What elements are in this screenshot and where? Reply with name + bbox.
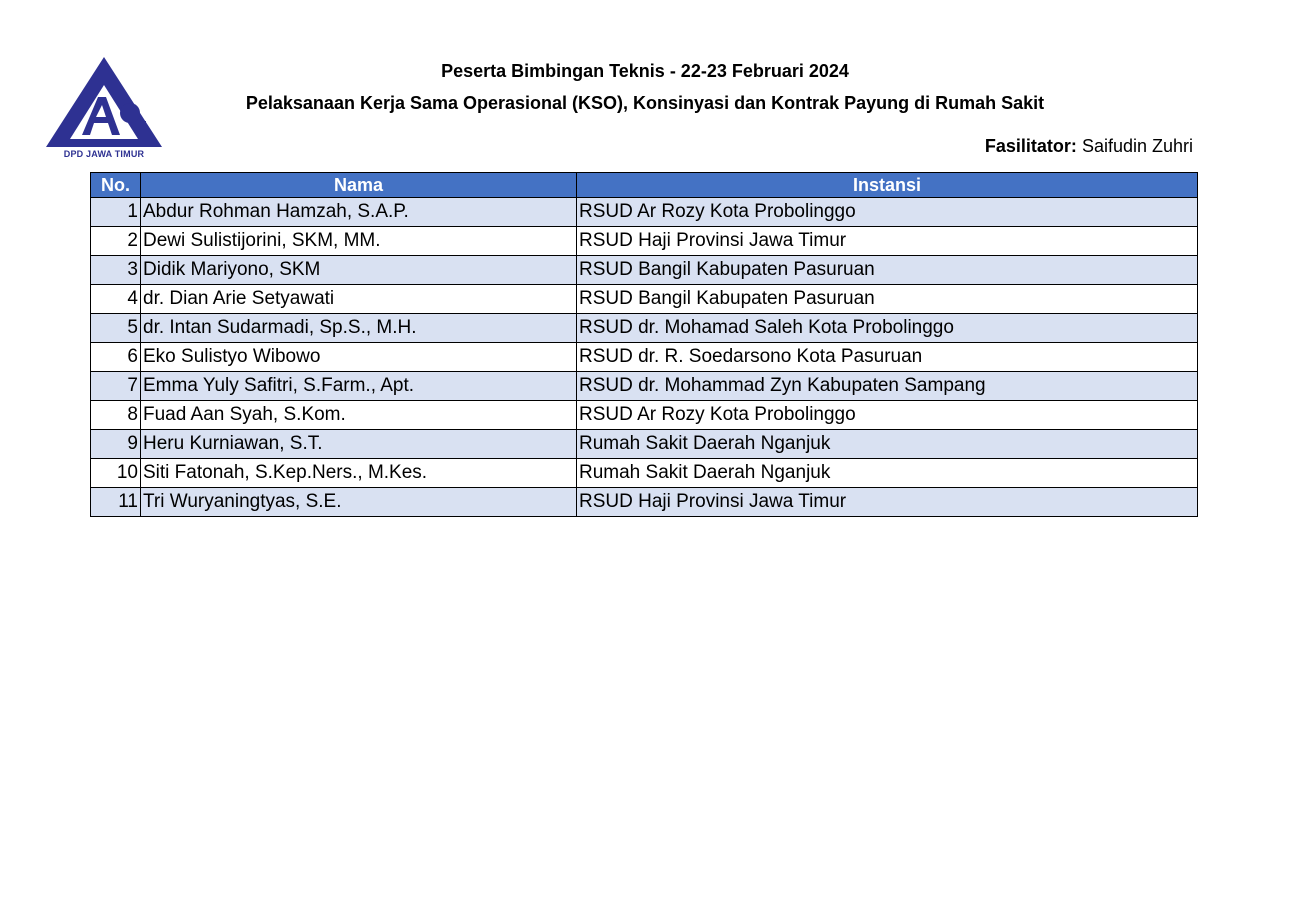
cell-instansi: Rumah Sakit Daerah Nganjuk (577, 430, 1198, 459)
logo-caption: DPD JAWA TIMUR (63, 149, 145, 159)
table-row (91, 227, 1198, 256)
cell-no: 2 (91, 227, 141, 256)
cell-instansi: RSUD Haji Provinsi Jawa Timur (577, 488, 1198, 517)
cell-nama: Abdur Rohman Hamzah, S.A.P. (141, 198, 577, 227)
cell-no: 11 (91, 488, 141, 517)
cell-nama: Tri Wuryaningtyas, S.E. (141, 488, 577, 517)
facilitator-line (985, 136, 1193, 157)
facilitator-name: Saifudin Zuhri (1081, 136, 1193, 156)
table-row (91, 401, 1198, 430)
cell-instansi: Rumah Sakit Daerah Nganjuk (577, 459, 1198, 488)
cell-nama: dr. Intan Sudarmadi, Sp.S., M.H. (141, 314, 577, 343)
table-row (91, 198, 1198, 227)
column-header-nama: Nama (141, 173, 577, 198)
cell-no: 8 (91, 401, 141, 430)
cell-nama: Fuad Aan Syah, S.Kom. (141, 401, 577, 430)
cell-instansi: RSUD Ar Rozy Kota Probolinggo (577, 198, 1198, 227)
cell-no: 1 (91, 198, 141, 227)
column-header-no: No. (91, 173, 141, 198)
cell-instansi: RSUD dr. Mohamad Saleh Kota Probolinggo (577, 314, 1198, 343)
cell-nama: Didik Mariyono, SKM (141, 256, 577, 285)
table-row (91, 488, 1198, 517)
table-row (91, 343, 1198, 372)
column-header-instansi: Instansi (577, 173, 1198, 198)
cell-instansi: RSUD Haji Provinsi Jawa Timur (577, 227, 1198, 256)
table-row (91, 256, 1198, 285)
table-row (91, 314, 1198, 343)
cell-instansi: RSUD Bangil Kabupaten Pasuruan (577, 256, 1198, 285)
table-header-row (91, 173, 1198, 198)
cell-instansi: RSUD dr. R. Soedarsono Kota Pasuruan (577, 343, 1198, 372)
document-title: Peserta Bimbingan Teknis - 22-23 Februari 2024 (441, 61, 849, 81)
table-row (91, 285, 1198, 314)
cell-no: 6 (91, 343, 141, 372)
cell-nama: Emma Yuly Safitri, S.Farm., Apt. (141, 372, 577, 401)
document-subtitle: Pelaksanaan Kerja Sama Operasional (KSO), Konsinyasi dan Kontrak Payung di Rumah Sakit (245, 93, 1045, 113)
cell-no: 5 (91, 314, 141, 343)
cell-nama: Eko Sulistyo Wibowo (141, 343, 577, 372)
cell-no: 3 (91, 256, 141, 285)
table-row (91, 459, 1198, 488)
cell-no: 10 (91, 459, 141, 488)
cell-instansi: RSUD Ar Rozy Kota Probolinggo (577, 401, 1198, 430)
cell-no: 7 (91, 372, 141, 401)
cell-nama: Siti Fatonah, S.Kep.Ners., M.Kes. (141, 459, 577, 488)
cell-nama: dr. Dian Arie Setyawati (141, 285, 577, 314)
cell-nama: Dewi Sulistijorini, SKM, MM. (141, 227, 577, 256)
table-row (91, 430, 1198, 459)
table-row (91, 372, 1198, 401)
cell-instansi: RSUD dr. Mohammad Zyn Kabupaten Sampang (577, 372, 1198, 401)
cell-no: 9 (91, 430, 141, 459)
cell-no: 4 (91, 285, 141, 314)
cell-instansi: RSUD Bangil Kabupaten Pasuruan (577, 285, 1198, 314)
cell-nama: Heru Kurniawan, S.T. (141, 430, 577, 459)
participants-table (90, 172, 1198, 517)
facilitator-label: Fasilitator: (984, 136, 1077, 156)
